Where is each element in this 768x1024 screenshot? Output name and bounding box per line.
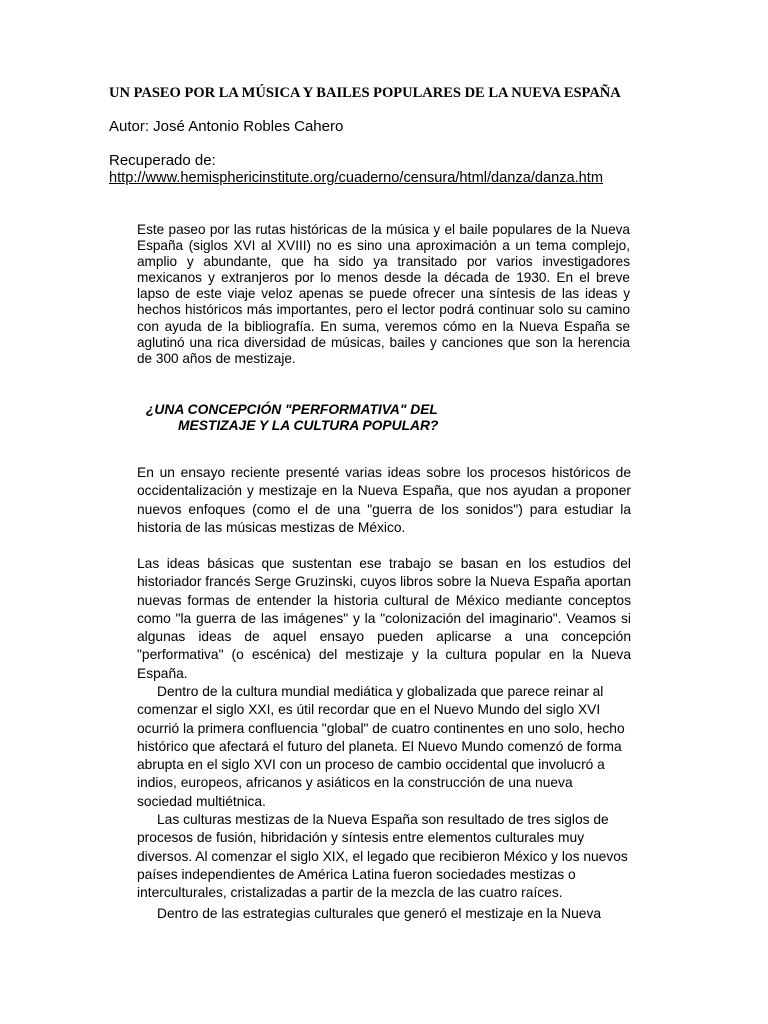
source-url-link[interactable]: http://www.hemisphericinstitute.org/cuaderno/censura/html/danza/danza.htm: [109, 170, 604, 186]
recovered-label: Recuperado de:: [109, 152, 216, 169]
document-author: Autor: José Antonio Robles Cahero: [109, 118, 344, 135]
section-heading: [146, 402, 466, 434]
body-paragraph-1: En un ensayo reciente presenté varias ideas sobre los procesos históricos de occidentalización y mestizaje en la Nueva España, que nos ayudan a proponer nuevos enfoques (como el de una "guerra de los sonidos") para estudiar la historia de las músicas mestizas de México.: [137, 465, 631, 535]
body-paragraph-5: Dentro de las estrategias culturales que generó el mestizaje en la Nueva: [157, 906, 602, 921]
abstract-paragraph: Este paseo por las rutas históricas de la música y el baile populares de la Nueva España (siglos XVI al XVIII) no es sino una aproximación a un tema complejo, amplio y abundante, que ha sido ya transitado por varios investigadores mexicanos y extranjeros por lo menos desde la década de 1930. En el breve lapso de este viaje veloz apenas se puede ofrecer una síntesis de las ideas y hechos históricos más importantes, pero el lector podrá continuar solo su camino con ayuda de la bibliografía. En suma, veremos cómo en la Nueva España se aglutinó una rica diversidad de músicas, bailes y canciones que son la herencia de 300 años de mestizaje.: [137, 222, 630, 366]
section-heading-line-2: MESTIZAJE Y LA CULTURA POPULAR?: [178, 418, 439, 433]
section-heading-line-1: ¿UNA CONCEPCIÓN "PERFORMATIVA" DEL: [146, 402, 438, 417]
document-title: UN PASEO POR LA MÚSICA Y BAILES POPULARES DE LA NUEVA ESPAÑA: [109, 85, 621, 101]
body-paragraph-4: Las culturas mestizas de la Nueva España son resultado de tres siglos de procesos de fusión, hibridación y síntesis entre elementos culturales muy diversos. Al comenzar el siglo XIX, el legado que recibieron México y los nuevos países independientes de América Latina fueron sociedades mestizas o interculturales, cristalizadas a partir de la mezcla de las cuatro raíces.: [137, 812, 628, 901]
body-paragraph-2: Las ideas básicas que sustentan ese trabajo se basan en los estudios del historiador francés Serge Gruzinski, cuyos libros sobre la Nueva España aportan nuevas formas de entender la historia cultural de México mediante conceptos como "la guerra de las imágenes" y la "colonización del imaginario". Veamos si algunas ideas de aquel ensayo pueden aplicarse a una concepción "performativa" (o escénica) del mestizaje y la cultura popular en la Nueva España.: [137, 556, 631, 681]
body-paragraph-3: Dentro de la cultura mundial mediática y globalizada que parece reinar al comenzar el siglo XXI, es útil recordar que en el Nuevo Mundo del siglo XVI ocurrió la primera confluencia "global" de cuatro continentes en uno solo, hecho histórico que afectará el futuro del planeta. El Nuevo Mundo comenzó de forma abrupta en el siglo XVI con un proceso de cambio occidental que involucró a indios, europeos, africanos y asiáticos en la construcción de una nueva sociedad multiétnica.: [137, 684, 625, 809]
